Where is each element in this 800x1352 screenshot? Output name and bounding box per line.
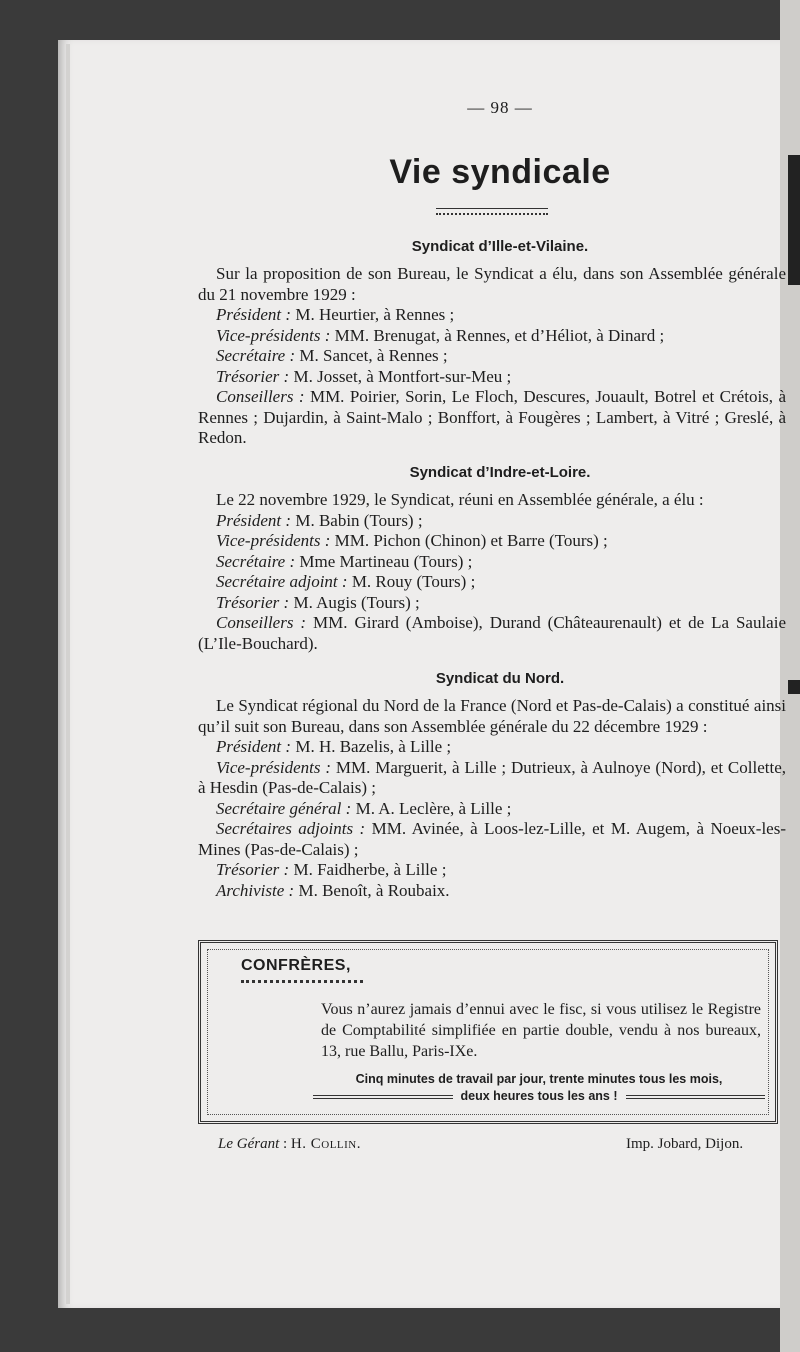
tagline-rule-left — [313, 1095, 453, 1099]
section-body-nord — [198, 696, 786, 901]
section-body-indre-et-loire — [198, 490, 786, 654]
officer-line: Président : M. H. Bazelis, à Lille ; — [216, 737, 452, 756]
officer-line: Vice-présidents : MM. Brenugat, à Rennes, et d’Héliot, à Dinard ; — [216, 325, 665, 345]
officer-line: Conseillers : MM. Girard (Amboise), Durand (Châteaurenault) et de La Saulaie (L’Ile-Bouchard). — [198, 613, 787, 653]
advert-box — [198, 940, 778, 1124]
footer-gerant: Le Gérant : H. Collin. — [218, 1136, 361, 1152]
officer-line: Trésorier : M. Faidherbe, à Lille ; — [216, 860, 447, 879]
advert-title-rule — [241, 980, 363, 983]
advert-tagline — [313, 1071, 765, 1105]
officer-line: Vice-présidents : MM. Marguerit, à Lille ; Dutrieux, à Aulnoye (Nord), et Collette, à Hesdin (Pas-de-Calais) ; — [198, 757, 786, 797]
officer-line: Trésorier : M. Augis (Tours) ; — [216, 592, 420, 612]
section-heading-ille-et-vilaine: Syndicat d’Ille-et-Vilaine. — [411, 238, 589, 255]
section-heading-indre-et-loire: Syndicat d’Indre-et-Loire. — [409, 464, 591, 481]
officer-line: Secrétaires adjoints : MM. Avinée, à Loos-lez-Lille, et M. Augem, à Noeux-les-Mines (Pas-de-Calais) ; — [198, 819, 786, 859]
section-heading-nord: Syndicat du Nord. — [435, 670, 565, 687]
title-rule — [436, 208, 548, 215]
officer-line: Trésorier : M. Josset, à Montfort-sur-Meu ; — [216, 366, 512, 386]
page-title: Vie syndicale — [389, 153, 611, 191]
footer-printer: Imp. Jobard, Dijon. — [626, 1136, 744, 1152]
officer-line: Conseillers : MM. Poirier, Sorin, Le Floch, Descures, Jouault, Botrel et Crétois, à Rennes ; Dujardin, à Saint-Malo ; Bonffort, à Fougères ; Lambert, à Vitré ; Greslé, à Redon. — [198, 387, 787, 447]
page-number: — 98 — — [467, 98, 533, 117]
officer-line: Archiviste : M. Benoît, à Roubaix. — [216, 880, 450, 900]
section-intro: Le Syndicat régional du Nord de la France (Nord et Pas-de-Calais) a constitué ainsi qu’il suit son Bureau, dans son Assemblée générale du 22 décembre 1929 : — [198, 696, 786, 736]
advert-title: CONFRÈRES, — [241, 957, 351, 974]
officer-line: Secrétaire général : M. A. Leclère, à Lille ; — [216, 798, 512, 818]
section-body-ille-et-vilaine — [198, 264, 786, 449]
tagline-rule-right — [626, 1095, 766, 1099]
officer-line: Secrétaire : M. Sancet, à Rennes ; — [216, 346, 448, 365]
officer-line: Président : M. Heurtier, à Rennes ; — [216, 305, 455, 324]
advert-tagline-line-2: deux heures tous les ans ! — [460, 1089, 618, 1103]
gerant-label: Le Gérant — [218, 1136, 280, 1152]
advert-tagline-line-1: Cinq minutes de travail par jour, trente minutes tous les mois, — [355, 1072, 723, 1086]
officer-line: Secrétaire : Mme Martineau (Tours) ; — [216, 551, 473, 571]
advert-body: Vous n’aurez jamais d’ennui avec le fisc, si vous utilisez le Registre de Comptabilité simplifiée en partie double, vendu à nos bureaux, 13, rue Ballu, Paris-IXe. — [321, 1001, 761, 1060]
advert-tagline-row-2 — [313, 1088, 765, 1105]
officer-line: Secrétaire adjoint : M. Rouy (Tours) ; — [216, 572, 476, 591]
section-intro: Sur la proposition de son Bureau, le Syndicat a élu, dans son Assemblée générale du 21 novembre 1929 : — [198, 264, 786, 304]
officer-line: Président : M. Babin (Tours) ; — [216, 510, 423, 530]
section-intro: Le 22 novembre 1929, le Syndicat, réuni en Assemblée générale, a élu : — [216, 490, 704, 509]
gerant-name: H. Collin. — [290, 1136, 361, 1152]
officer-line: Vice-présidents : MM. Pichon (Chinon) et Barre (Tours) ; — [216, 531, 608, 550]
